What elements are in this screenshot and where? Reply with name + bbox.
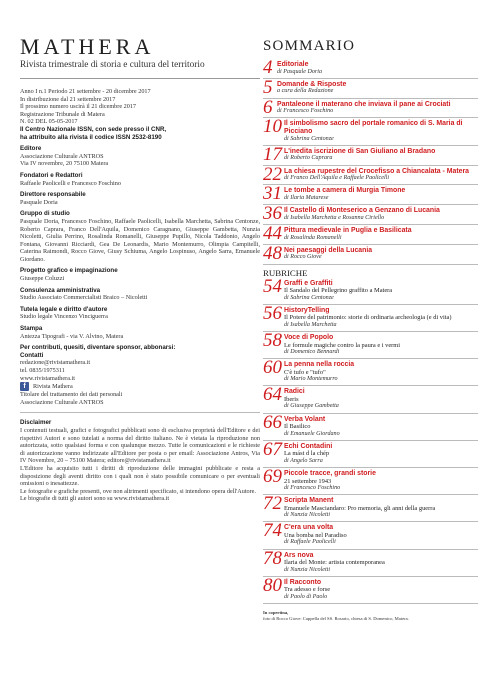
toc-entry-title: Pantaleone il materano che inviava il pane ai Crociati <box>277 100 451 108</box>
director-label: Direttore responsabile <box>20 191 86 199</box>
toc-entry-text <box>277 79 478 98</box>
toc-entry-subtitle: Ilaria del Monte: artista contemporanea <box>284 559 385 567</box>
toc-entry-author: di Roberto Caprara <box>284 155 333 162</box>
toc-entry-text <box>284 522 478 548</box>
toc-page-number: 22 <box>263 163 282 185</box>
facebook-label: Rivista Mathera <box>33 382 73 390</box>
toc-page-number: 72 <box>263 493 282 515</box>
publisher-address: Via IV novembre, 20 75100 Matera <box>20 160 109 168</box>
issn-line-2: ha attribuito alla rivista il codice ISSN 2532-8190 <box>20 133 162 141</box>
toc-entry[interactable] <box>263 275 478 305</box>
toc-page-number: 17 <box>263 143 282 165</box>
toc-page-number: 58 <box>263 329 282 351</box>
toc-page-number: 10 <box>263 116 282 138</box>
toc-entry[interactable] <box>263 465 478 495</box>
toc-page-number: 66 <box>263 411 282 433</box>
toc-entry-text <box>284 359 478 385</box>
legal-value: Studio legale Vincenzo Vinciguerra <box>20 313 108 321</box>
toc-entry-text <box>284 550 478 576</box>
toc-entries <box>263 59 478 265</box>
publisher-label: Editore <box>20 145 42 153</box>
toc-entry-text <box>284 332 478 358</box>
contact-website[interactable]: www.rivistamathera.it <box>20 374 75 382</box>
toc-entry[interactable] <box>263 438 478 468</box>
toc-entry[interactable] <box>263 386 478 413</box>
toc-entry-author: di Isabella Marchetta <box>284 321 337 328</box>
disclaimer-paragraph-1: I contenuti testuali, grafici e fotografici pubblicati sono di esclusiva proprietà dell'Editore e dei rispettivi Autori e sono tutelati a norma del diritto italiano. Ne è vietata la riproduzione non autorizzata, sotto qualsiasi forma e con qualunque mezzo. Tutte le comunicazioni e le richieste di autorizzazione vanno indirizzate all'Editore per posta o per email: Associazione Antros, Via IV Novembre, 20 – 75100 Matera; editore@rivistamathera.it <box>20 426 260 465</box>
toc-entry-author: di Mario Montemurro <box>284 376 338 383</box>
facebook-icon: f <box>20 382 29 391</box>
toc-entry[interactable] <box>263 143 478 166</box>
disclaimer-paragraph-4: Le biografie di tutti gli autori sono su www.rivistamathera.it <box>20 495 170 503</box>
founders-value: Raffaele Paolicelli e Francesco Foschino <box>20 179 121 187</box>
toc-entry-text <box>284 166 478 185</box>
toc-entry-text <box>284 205 478 224</box>
toc-entry-text <box>284 146 478 165</box>
disclaimer-paragraph-2: L'Editore ha acquisito tutti i diritti di riproduzione delle immagini pubblicate e resta a disposizione degli aventi diritto con i quali non è stato possibile comunicare o per eventuali omissioni o inesattezze. <box>20 464 260 488</box>
print-label: Stampa <box>20 325 43 333</box>
toc-entry-author: di Isabella Marchetta e Rosanna Ciriello <box>284 214 385 221</box>
registration-line: Registrazione Tribunale di Matera <box>20 110 105 118</box>
toc-entry[interactable] <box>263 59 478 79</box>
masthead-tagline: Rivista trimestrale di storia e cultura del territorio <box>20 60 205 70</box>
toc-entry-text <box>277 99 478 118</box>
toc-page-number: 64 <box>263 384 282 406</box>
contact-phone: tel. 0835/1975311 <box>20 367 65 374</box>
toc-entry-author: di Emanuele Giordano <box>284 430 340 437</box>
toc-entry-author: di Angelo Sarra <box>284 457 323 464</box>
contact-email[interactable]: redazione@rivistamathera.it <box>20 359 91 367</box>
toc-entry-subtitle: Le formule magiche contro la paura e i vermi <box>284 341 401 349</box>
toc-entry-author: di Paolo di Paolo <box>284 593 328 600</box>
toc-entry[interactable] <box>263 495 478 522</box>
colophon-column <box>20 36 260 503</box>
toc-entry-subtitle: Una bomba nel Paradiso <box>284 531 347 539</box>
contact-label-1: Per contributi, quesiti, diventare sponsor, abbonarsi: <box>20 344 176 352</box>
disclaimer-label: Disclaimer <box>20 419 52 427</box>
admin-value: Studio Associato Commercialisti Braico – Nicoletti <box>20 294 148 302</box>
next-issue-line: Il prossimo numero uscirà il 21 dicembre 2017 <box>20 103 136 111</box>
toc-entry-title: C'era una volta <box>284 524 334 532</box>
toc-entry-subtitle: Il Basilico <box>284 423 311 431</box>
toc-entry-author: di Raffaele Paolicelli <box>284 539 336 546</box>
toc-entry[interactable] <box>263 96 478 119</box>
toc-entry-text <box>284 577 478 603</box>
toc-entry[interactable] <box>263 574 478 604</box>
toc-entry-text <box>284 495 478 521</box>
toc-entry-subtitle: Tra adesso e forse <box>284 586 331 594</box>
toc-entry-title: Le tombe a camera di Murgia Timone <box>284 187 406 195</box>
toc-entry-author: di Francesco Foschino <box>284 484 341 491</box>
toc-title: SOMMARIO <box>263 38 356 54</box>
toc-entry-subtitle: 21 settembre 1943 <box>284 477 332 485</box>
design-label: Progetto grafico e impaginazione <box>20 267 118 275</box>
toc-entry-title: Echi Contadini <box>284 442 333 450</box>
toc-entry-author: di Francesco Foschino <box>277 108 334 115</box>
toc-entry-title: Graffi e Graffiti <box>284 279 333 287</box>
toc-entry-subtitle: Iberis <box>284 395 299 403</box>
toc-page-number: 4 <box>263 57 273 78</box>
toc-entry-author: a cura della Redazione <box>277 88 334 95</box>
toc-entry-title: Scripta Manent <box>284 497 334 505</box>
toc-page-number: 48 <box>263 242 282 264</box>
toc-entry-text <box>284 414 478 440</box>
toc-entry-title: HistoryTelling <box>284 306 330 314</box>
toc-entry[interactable] <box>263 222 478 245</box>
director-value: Pasquale Doria <box>20 198 58 206</box>
issn-line-1: Il Centro Nazionale ISSN, con sede presso il CNR, <box>20 125 167 133</box>
toc-entry[interactable] <box>263 205 478 225</box>
founders-label: Fondatori e Redattori <box>20 171 83 179</box>
toc-entry-title: Voce di Popolo <box>284 333 334 341</box>
toc-entry[interactable] <box>263 302 478 332</box>
rubriche-entries <box>263 275 478 604</box>
toc-entry-author: di Ilaria Matarese <box>284 194 329 201</box>
privacy-line-1: Titolare del trattamento dei dati personali <box>20 391 123 399</box>
toc-entry-text <box>284 225 478 244</box>
privacy-line-2: Associazione Culturale ANTROS <box>20 398 104 406</box>
toc-entry[interactable] <box>263 411 478 441</box>
toc-entry-title: Il Castello di Monteserico a Genzano di Lucania <box>284 207 440 215</box>
toc-page-number: 44 <box>263 222 282 244</box>
toc-entry-subtitle: Il Sandalo del Pellegrino graffito a Matera <box>284 287 393 295</box>
toc-page-number: 78 <box>263 547 282 569</box>
toc-entry-title: Ars nova <box>284 551 314 559</box>
toc-page-number: 74 <box>263 520 282 542</box>
design-value: Giuseppe Coluzzi <box>20 275 65 283</box>
cover-credit <box>263 610 478 621</box>
toc-entry-author: di Nunzia Nicoletti <box>284 566 331 573</box>
distribution-line: In distribuzione dal 21 settembre 2017 <box>20 95 116 103</box>
toc-entry-title: Editoriale <box>277 61 309 68</box>
toc-column <box>263 38 478 621</box>
toc-entry-author: di Sabrina Centonze <box>284 294 334 301</box>
facebook-link[interactable] <box>20 382 260 391</box>
toc-entry-author: di Rocco Giove <box>284 254 322 261</box>
toc-entry-title: Nei paesaggi della Lucania <box>284 246 373 254</box>
toc-entry-subtitle: La mást d la chép <box>284 450 330 458</box>
toc-entry-author: di Nunzia Nicoletti <box>284 512 331 519</box>
toc-entry-text <box>284 118 478 144</box>
toc-entry-title: Radici <box>284 388 305 396</box>
toc-entry-text <box>284 386 478 412</box>
toc-entry[interactable] <box>263 185 478 205</box>
toc-entry-title: Domande & Risposte <box>277 80 347 88</box>
cover-label: In copertina, <box>263 610 289 615</box>
rubriche-heading: RUBRICHE <box>263 267 308 278</box>
toc-entry-author: di Giuseppe Gambetta <box>284 403 339 410</box>
study-group-value: Pasquale Doria, Francesco Foschino, Raffaele Paolicelli, Isabella Marchetta, Sabrina Centonze, Roberto Caprara, Franco Dell'Aquila, Domenico Caragnano, Giuseppe Gambetta, Nunzia Nicoletti, Giulia Perrino, Rosalinda Romanelli, Giuseppe Pupillo, Nicola Taddonio, Angelo Fontana, Giovanni Ricciardi, Gea De Leonardis, Mario Montemurro, Olimpia Campitelli, Caterina Raimondi, Rocco Giove, Giusy Schiuma, Angelo Lospinuso, Angelo Sarra, Emanuele Giordano. <box>20 217 260 263</box>
masthead-divider <box>20 78 260 79</box>
masthead-title: MATHERA <box>20 34 155 59</box>
toc-entry[interactable] <box>263 522 478 549</box>
toc-entry[interactable] <box>263 359 478 386</box>
legal-label: Tutela legale e diritto d'autore <box>20 305 108 313</box>
toc-entry[interactable] <box>263 118 478 145</box>
toc-entry-subtitle: Il Potere del patrimonio: storie di ordinaria archeologia (e di vita) <box>284 314 452 322</box>
toc-page-number: 6 <box>263 96 273 118</box>
toc-entry-author: di Sabrina Centonze <box>284 135 334 142</box>
toc-entry-text <box>284 245 478 264</box>
toc-entry-author: di Rosalinda Romanelli <box>284 234 342 241</box>
toc-entry-text <box>284 185 478 204</box>
toc-entry-author: di Franco Dell'Aquila e Raffaele Paolicelli <box>284 175 390 182</box>
toc-page-number: 69 <box>263 465 282 487</box>
toc-entry-text <box>284 278 478 304</box>
toc-entry-text <box>284 305 478 331</box>
toc-page-number: 5 <box>263 76 273 98</box>
toc-entry-title: Piccole tracce, grandi storie <box>284 469 376 477</box>
toc-page-number: 60 <box>263 357 282 379</box>
admin-label: Consulenza amministrativa <box>20 286 101 294</box>
toc-entry-title: L'inedita iscrizione di San Giuliano al Bradano <box>284 147 436 155</box>
toc-entry-text <box>284 468 478 494</box>
registration-number: N. 02 DEL 05-05-2017 <box>20 118 78 126</box>
toc-entry-subtitle: C'è tufo e "tufo" <box>284 368 326 376</box>
issue-line: Anno I n.1 Periodo 21 settembre - 20 dicembre 2017 <box>20 88 151 95</box>
toc-page-number: 80 <box>263 574 282 596</box>
toc-entry-title: Pittura medievale in Puglia e Basilicata <box>284 226 412 234</box>
toc-page-number: 36 <box>263 203 282 225</box>
toc-entry-title: La chiesa rupestre del Crocefisso a Chiancalata - Matera <box>284 167 469 175</box>
toc-entry-author: di Pasquale Doria <box>277 68 323 75</box>
toc-entry[interactable] <box>263 242 478 265</box>
study-group-label: Gruppo di studio <box>20 210 70 218</box>
toc-entry-subtitle: Emanuele Masciandaro: Pro memoria, gli anni della guerra <box>284 504 436 512</box>
toc-entry-title: La penna nella roccia <box>284 361 355 369</box>
toc-entry-title: Il Racconto <box>284 578 322 586</box>
toc-entry[interactable] <box>263 547 478 577</box>
toc-page-number: 31 <box>263 183 282 205</box>
toc-entry[interactable] <box>263 329 478 359</box>
toc-page-number: 54 <box>263 275 282 297</box>
contact-label-2: Contatti <box>20 351 44 359</box>
toc-entry-text <box>284 441 478 467</box>
disclaimer-divider <box>20 412 260 413</box>
toc-entry[interactable] <box>263 76 478 99</box>
toc-page-number: 56 <box>263 302 282 324</box>
toc-entry-title: Il simbolismo sacro del portale romanico di S. Maria di Picciano <box>284 120 463 135</box>
toc-entry-text <box>277 59 478 78</box>
print-value: Antezza Tipografi - via V. Alvino, Matera <box>20 332 124 340</box>
toc-page-number: 67 <box>263 438 282 460</box>
toc-entry-author: di Domenico Bennardi <box>284 348 340 355</box>
toc-entry[interactable] <box>263 163 478 186</box>
cover-text: foto di Rocco Giove: Cappella del SS. Rosario, chiesa di S. Domenico, Matera. <box>263 615 409 621</box>
disclaimer-paragraph-3: Le fotografie e grafiche presenti, ove non altrimenti specificato, si intendono opera dell'Autore. <box>20 487 256 495</box>
toc-entry-title: Verba Volant <box>284 415 326 423</box>
publisher-name: Associazione Culturale ANTROS <box>20 152 104 160</box>
